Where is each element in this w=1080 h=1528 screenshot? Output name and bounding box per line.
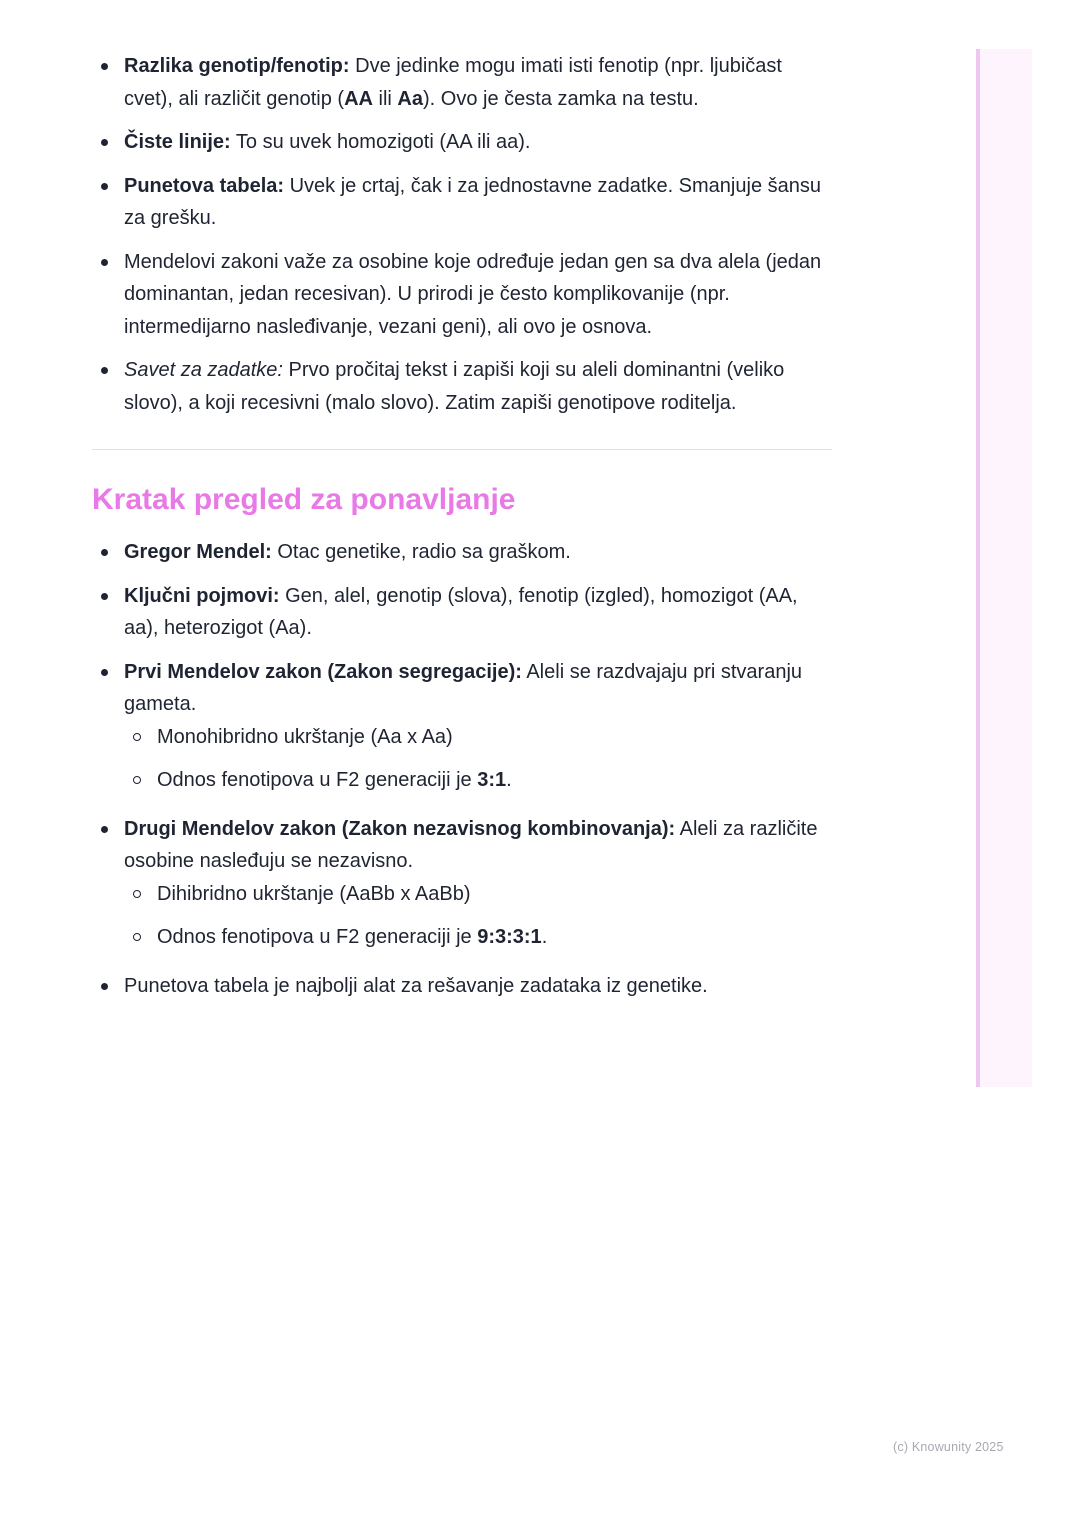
genotype-aa-het: Aa <box>397 87 423 110</box>
sub-list <box>124 878 832 954</box>
item-text: Aleli se razdvajaju pri stvaranju gameta. <box>124 660 803 715</box>
item-label: Drugi Mendelov zakon (Zakon nezavisnog kombinovanja): <box>124 817 676 840</box>
item-text: ili <box>372 87 398 110</box>
sub-list-item <box>124 721 832 754</box>
footer-copyright: (c) Knowunity 2025 <box>893 1440 1004 1454</box>
sub-list-item <box>124 878 832 911</box>
item-text: Odnos fenotipova u F2 generaciji je <box>157 926 478 948</box>
item-label-italic: Savet za zadatke: <box>124 359 283 381</box>
review-list <box>92 536 832 1002</box>
item-text: Aleli za različite osobine nasleđuju se nezavisno. <box>124 817 818 872</box>
list-item <box>92 126 832 159</box>
side-accent-bar <box>976 49 1032 1087</box>
list-item <box>92 170 832 235</box>
sub-list <box>124 721 832 797</box>
item-text: To su uvek homozigoti (AA ili aa). <box>230 131 531 153</box>
list-item <box>92 354 832 419</box>
item-text: Otac genetike, radio sa graškom. <box>271 541 571 563</box>
section-divider <box>92 449 832 450</box>
item-text: Prvo pročitaj tekst i zapiši koji su aleli dominantni (veliko slovo), a koji recesivni (malo slovo). Zatim zapiši genotipove roditelja. <box>124 359 785 414</box>
item-text: Dve jedinke mogu imati isti fenotip (npr. ljubičast cvet), ali različit genotip ( <box>124 55 782 110</box>
item-text: Monohibridno ukrštanje (Aa x Aa) <box>157 725 453 748</box>
list-item <box>92 246 832 344</box>
item-text: . <box>541 926 548 948</box>
item-label: Gregor Mendel: <box>124 541 272 563</box>
genotype-aa: AA <box>344 87 373 110</box>
ratio-value: 3:1 <box>477 769 507 791</box>
item-text: ). Ovo je česta zamka na testu. <box>423 87 699 110</box>
item-label: Prvi Mendelov zakon (Zakon segregacije): <box>124 660 522 683</box>
item-text: . <box>506 769 512 791</box>
item-text: Gen, alel, genotip (slova), fenotip (izgled), homozigot (AA, aa), heterozigot (Aa). <box>124 584 798 639</box>
sub-list-item <box>124 764 832 797</box>
item-text: Mendelovi zakoni važe za osobine koje određuje jedan gen sa dva alela (jedan dominantan, jedan recesivan). U prirodi je često komplikovanije (npr. intermedijarno nasleđivanje, vezani geni), ali ovo je osnova. <box>124 250 822 338</box>
list-item <box>92 970 832 1003</box>
item-text: Uvek je crtaj, čak i za jednostavne zadatke. Smanjuje šansu za grešku. <box>124 174 821 229</box>
tips-list <box>92 50 832 419</box>
item-label: Čiste linije: <box>124 131 231 153</box>
item-text: Punetova tabela je najbolji alat za rešavanje zadataka iz genetike. <box>124 974 708 997</box>
item-label: Ključni pojmovi: <box>124 584 280 607</box>
sub-list-item <box>124 921 832 954</box>
list-item <box>92 656 832 797</box>
item-label: Punetova tabela: <box>124 174 285 197</box>
item-text: Dihibridno ukrštanje (AaBb x AaBb) <box>157 882 471 905</box>
section-heading: Kratak pregled za ponavljanje <box>92 483 516 516</box>
list-item <box>92 536 832 569</box>
ratio-value: 9:3:3:1 <box>477 926 542 948</box>
list-item <box>92 50 832 115</box>
list-item <box>92 580 832 645</box>
document-content <box>92 50 832 1013</box>
item-label: Razlika genotip/fenotip: <box>124 55 350 77</box>
list-item <box>92 813 832 954</box>
item-text: Odnos fenotipova u F2 generaciji je <box>157 769 478 791</box>
